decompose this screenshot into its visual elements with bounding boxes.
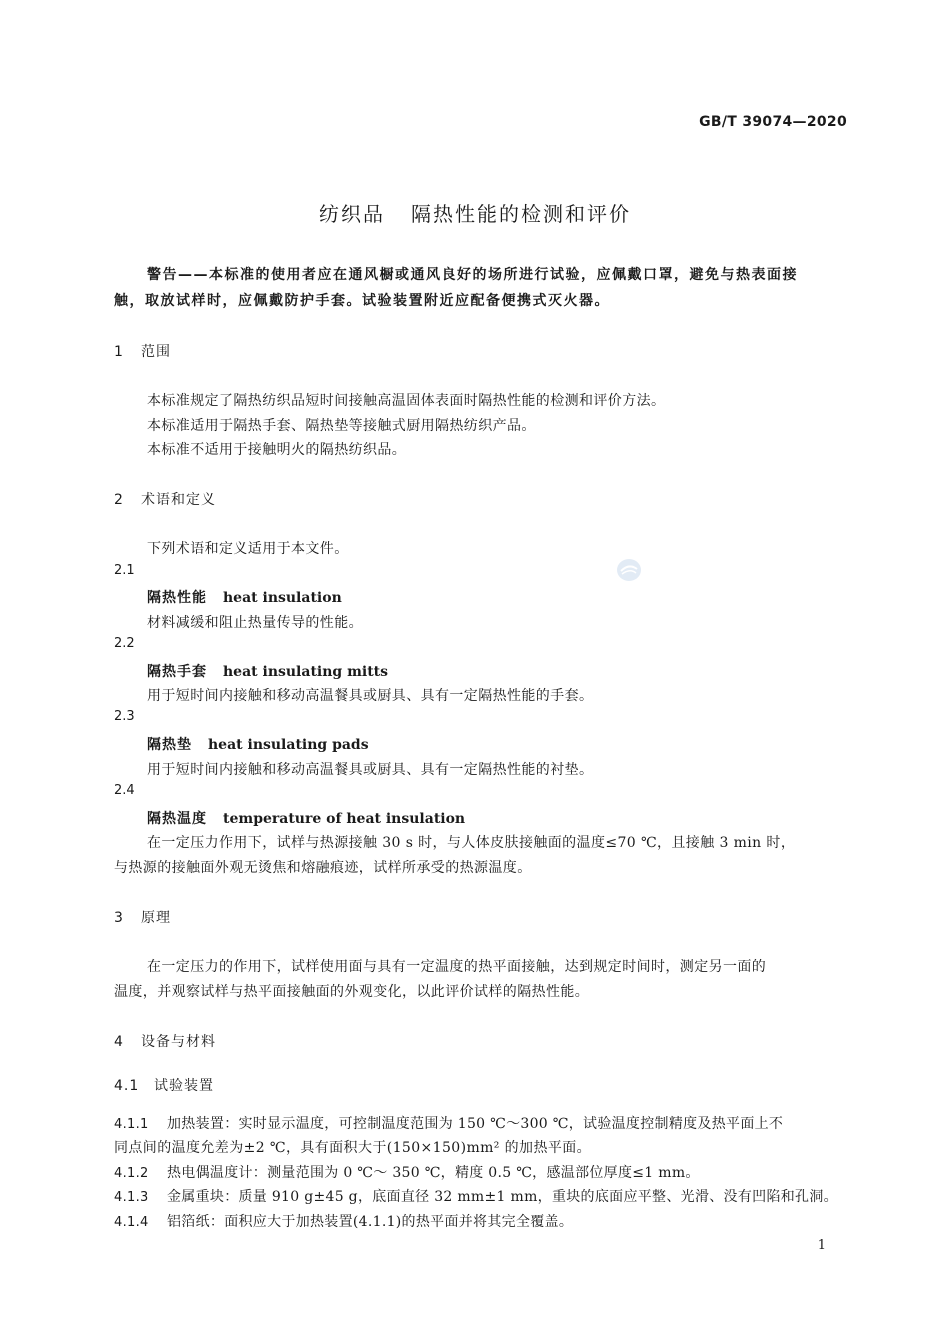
clause-number: 4.1.3 [114,1190,149,1205]
clause-number: 4.1.4 [114,1215,149,1230]
term-zh: 隔热性能 [147,590,207,606]
subsection-heading [114,1075,214,1095]
section-number: 2 [114,492,124,508]
term-zh: 隔热手套 [147,664,207,680]
section-title: 范围 [141,344,171,360]
section-title: 术语和定义 [141,492,216,508]
paragraph: 本标准适用于隔热手套、隔热垫等接触式厨用隔热纺织产品。 [147,418,536,434]
clause-cont: 同点间的温度允差为±2 ℃，具有面积大于(150×150)mm² 的加热平面。 [114,1140,592,1156]
title-part1: 纺织品 [319,202,385,226]
term-en: heat insulation [223,590,342,606]
section-heading-terms [114,489,216,509]
term-entry [147,661,388,681]
clause [114,1113,783,1133]
sac-logo-icon [616,558,642,582]
section-heading-equipment [114,1031,216,1051]
term-number: 2.2 [114,636,135,651]
paragraph: 本标准规定了隔热纺织品短时间接触高温固体表面时隔热性能的检测和评价方法。 [147,393,666,409]
clause-text: 铝箔纸：面积应大于加热装置(4.1.1)的热平面并将其完全覆盖。 [167,1214,574,1230]
term-en: heat insulating pads [208,737,369,753]
document-title [0,198,950,227]
section-heading-scope [114,341,171,361]
term-entry [147,808,465,828]
section-title: 设备与材料 [141,1034,216,1050]
clause-text: 金属重块：质量 910 g±45 g，底面直径 32 mm±1 mm，重块的底面应平整、光滑、没有凹陷和孔洞。 [167,1189,838,1205]
title-part2: 隔热性能的检测和评价 [411,202,631,226]
term-definition: 材料减缓和阻止热量传导的性能。 [147,615,363,631]
paragraph-cont: 温度，并观察试样与热平面接触面的外观变化，以此评价试样的隔热性能。 [114,984,590,1000]
clause-text: 热电偶温度计：测量范围为 0 ℃～ 350 ℃，精度 0.5 ℃，感温部位厚度≤1 mm。 [167,1165,700,1181]
section-number: 4 [114,1034,124,1050]
clause [114,1211,573,1231]
term-zh: 隔热垫 [147,737,192,753]
clause-text: 加热装置：实时显示温度，可控制温度范围为 150 ℃～300 ℃，试验温度控制精度及热平面上不 [167,1116,784,1132]
clause-number: 4.1.1 [114,1117,149,1132]
clause-number: 4.1.2 [114,1166,149,1181]
warning-line2: 触，取放试样时，应佩戴防护手套。试验装置附近应配备便携式灭火器。 [114,293,610,309]
term-number: 2.4 [114,783,135,798]
page-number: 1 [817,1238,826,1253]
term-en: heat insulating mitts [223,664,389,680]
section-number: 3 [114,910,124,926]
paragraph: 下列术语和定义适用于本文件。 [147,541,349,557]
term-definition: 用于短时间内接触和移动高温餐具或厨具、具有一定隔热性能的手套。 [147,688,594,704]
term-number: 2.1 [114,563,135,578]
term-definition: 用于短时间内接触和移动高温餐具或厨具、具有一定隔热性能的衬垫。 [147,762,594,778]
section-heading-principle [114,907,171,927]
term-en: temperature of heat insulation [223,811,466,827]
term-definition-cont: 与热源的接触面外观无烫焦和熔融痕迹，试样所承受的热源温度。 [114,860,532,876]
section-title: 原理 [141,910,171,926]
term-entry [147,587,342,607]
standard-number: GB/T 39074—2020 [699,114,847,130]
clause [114,1186,838,1206]
term-definition: 在一定压力作用下，试样与热源接触 30 s 时，与人体皮肤接触面的温度≤70 ℃，且接触 3 min 时， [147,835,796,851]
subsection-number: 4.1 [114,1078,140,1094]
term-entry [147,734,369,754]
term-number: 2.3 [114,709,135,724]
clause [114,1162,700,1182]
paragraph: 本标准不适用于接触明火的隔热纺织品。 [147,442,407,458]
section-number: 1 [114,344,124,360]
warning-line1: 警告——本标准的使用者应在通风橱或通风良好的场所进行试验，应佩戴口罩，避免与热表面接 [147,267,798,283]
subsection-title: 试验装置 [154,1078,214,1094]
term-zh: 隔热温度 [147,811,207,827]
paragraph: 在一定压力的作用下，试样使用面与具有一定温度的热平面接触，达到规定时间时，测定另一面的 [147,959,767,975]
